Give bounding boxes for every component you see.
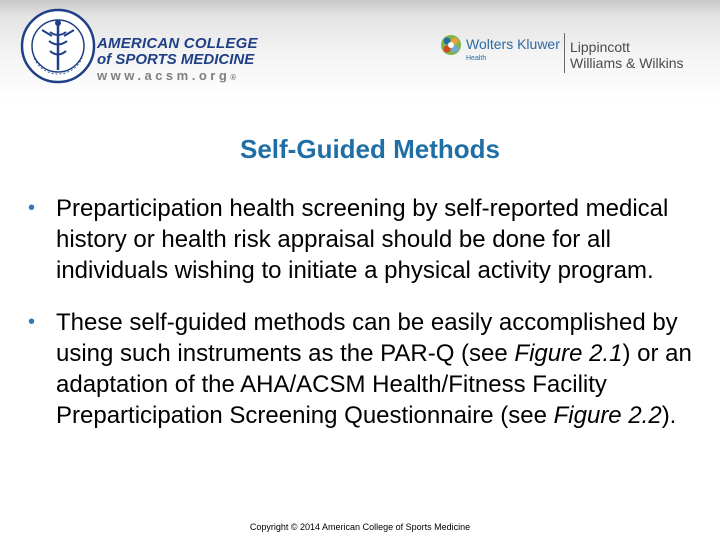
registered-mark: ®	[230, 73, 237, 82]
acsm-wordmark	[97, 36, 258, 86]
acsm-website	[97, 68, 258, 86]
bullet-marker: •	[28, 311, 36, 333]
figure-reference: Figure 2.1	[514, 340, 623, 367]
wolters-kluwer-name: Wolters Kluwer	[466, 36, 560, 52]
bullet-marker: •	[28, 197, 36, 219]
slide-header	[0, 0, 720, 100]
bullet-list	[28, 193, 708, 431]
wolters-kluwer-division: Health	[466, 55, 487, 62]
lww-imprint	[570, 39, 684, 71]
acsm-name-line1: AMERICAN COLLEGE	[97, 35, 258, 52]
bullet-text-part: ).	[661, 402, 677, 429]
publisher-divider	[564, 33, 565, 73]
bullet-text-part: These self-guided methods can be easily accomplished by using such instruments as the PAR-Q (see	[56, 309, 678, 367]
lww-line2: Williams & Wilkins	[570, 55, 684, 71]
acsm-name-of: of	[97, 51, 112, 68]
acsm-name-line2	[97, 52, 258, 68]
bullet-item	[28, 193, 708, 286]
copyright-footer: Copyright © 2014 American College of Sports Medicine	[249, 522, 471, 532]
bullet-text-part: ) or an adaptation of the AHA/ACSM Health/Fitness Facility Preparticipation Screening Questionnaire (see	[56, 340, 692, 429]
slide-title: Self-Guided Methods	[240, 134, 500, 164]
acsm-website-url: www.acsm.org	[97, 68, 231, 83]
acsm-seal-logo	[20, 8, 96, 84]
bullet-text: Preparticipation health screening by self-reported medical history or health risk appraisal should be done for all individuals wishing to initiate a physical activity program.	[56, 195, 669, 284]
acsm-name-sports-medicine: SPORTS MEDICINE	[115, 51, 255, 68]
header-strip	[0, 0, 720, 18]
wolters-kluwer-logo-icon	[440, 34, 462, 56]
bullet-item	[28, 307, 708, 431]
figure-reference: Figure 2.2	[553, 402, 662, 429]
lww-line1: Lippincott	[570, 39, 630, 55]
